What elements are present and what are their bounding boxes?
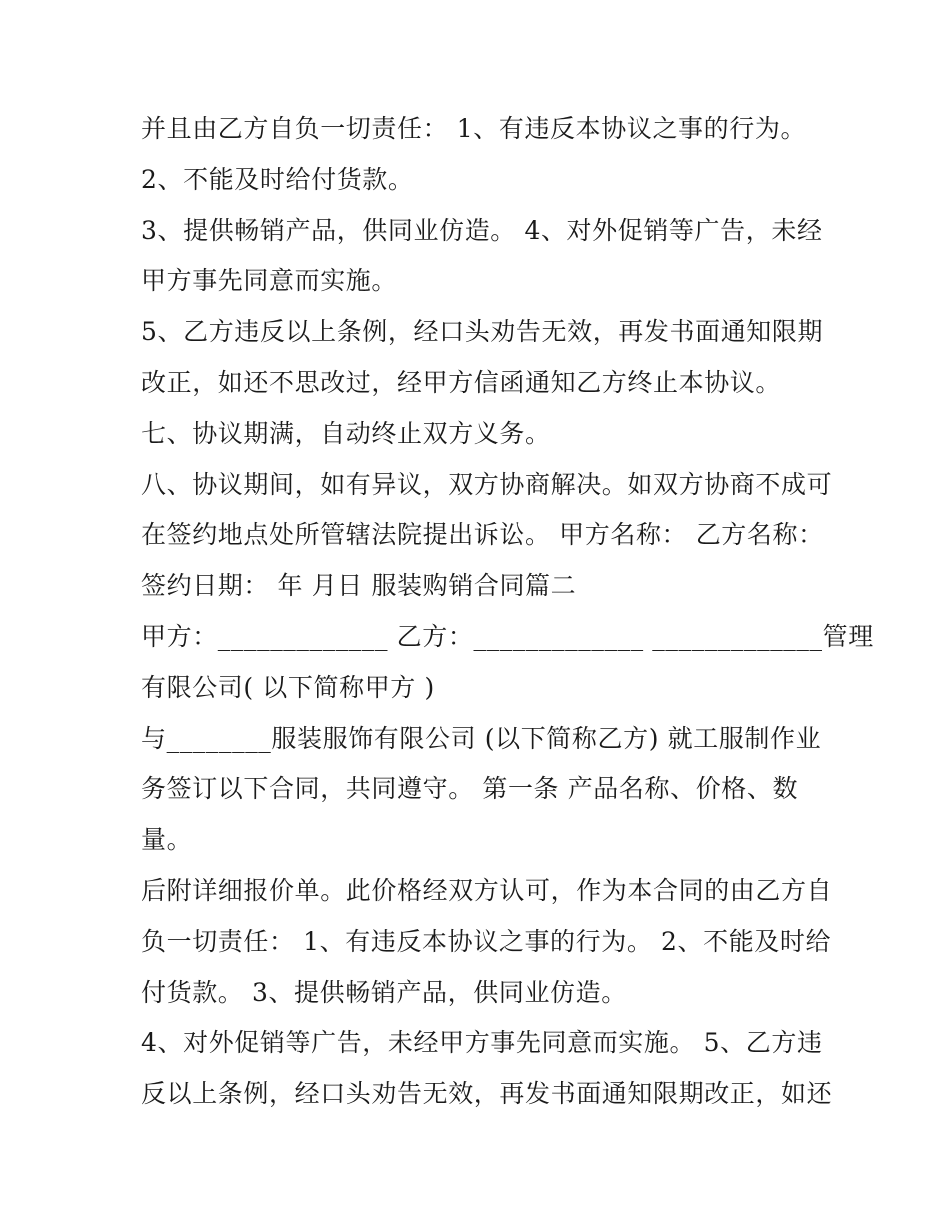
text-line: 在签约地点处所管辖法院提出诉讼。 甲方名称： 乙方名称：: [141, 520, 824, 550]
text-line: 有限公司( 以下简称甲方 ): [141, 672, 435, 702]
text-line: 负一切责任： 1、有违反本协议之事的行为。 2、不能及时给: [141, 926, 832, 956]
text-line: 4、对外促销等广告，未经甲方事先同意而实施。 5、乙方违: [141, 1028, 823, 1058]
text-line: 务签订以下合同，共同遵守。 第一条 产品名称、价格、数: [141, 774, 799, 804]
text-line: 甲方：_____________ 乙方：_____________ _____________管理: [141, 621, 874, 651]
text-line: 反以上条例，经口头劝告无效，再发书面通知限期改正，如还: [141, 1079, 833, 1109]
text-line: 2、不能及时给付货款。: [141, 164, 414, 194]
text-line: 七、协议期满，自动终止双方义务。: [141, 418, 551, 448]
text-line: 八、协议期间，如有异议，双方协商解决。如双方协商不成可: [141, 469, 833, 499]
text-line: 3、提供畅销产品，供同业仿造。 4、对外促销等广告，未经: [141, 215, 823, 245]
text-line: 量。: [141, 825, 193, 855]
text-line: 签约日期： 年 月日 服装购销合同篇二: [141, 571, 577, 601]
text-line: 甲方事先同意而实施。: [141, 266, 398, 296]
text-line: 并且由乙方自负一切责任： 1、有违反本协议之事的行为。: [141, 114, 807, 143]
document-body: [141, 104, 874, 1120]
text-line: 改正，如还不思改过，经甲方信函通知乙方终止本协议。: [141, 367, 782, 397]
text-line: 后附详细报价单。此价格经双方认可，作为本合同的由乙方自: [141, 875, 833, 905]
text-line: 5、乙方违反以上条例，经口头劝告无效，再发书面通知限期: [141, 317, 824, 347]
text-line: 与________服装服饰有限公司 (以下简称乙方) 就工服制作业: [141, 723, 822, 753]
text-line: 付货款。 3、提供畅销产品，供同业仿造。: [141, 977, 627, 1007]
